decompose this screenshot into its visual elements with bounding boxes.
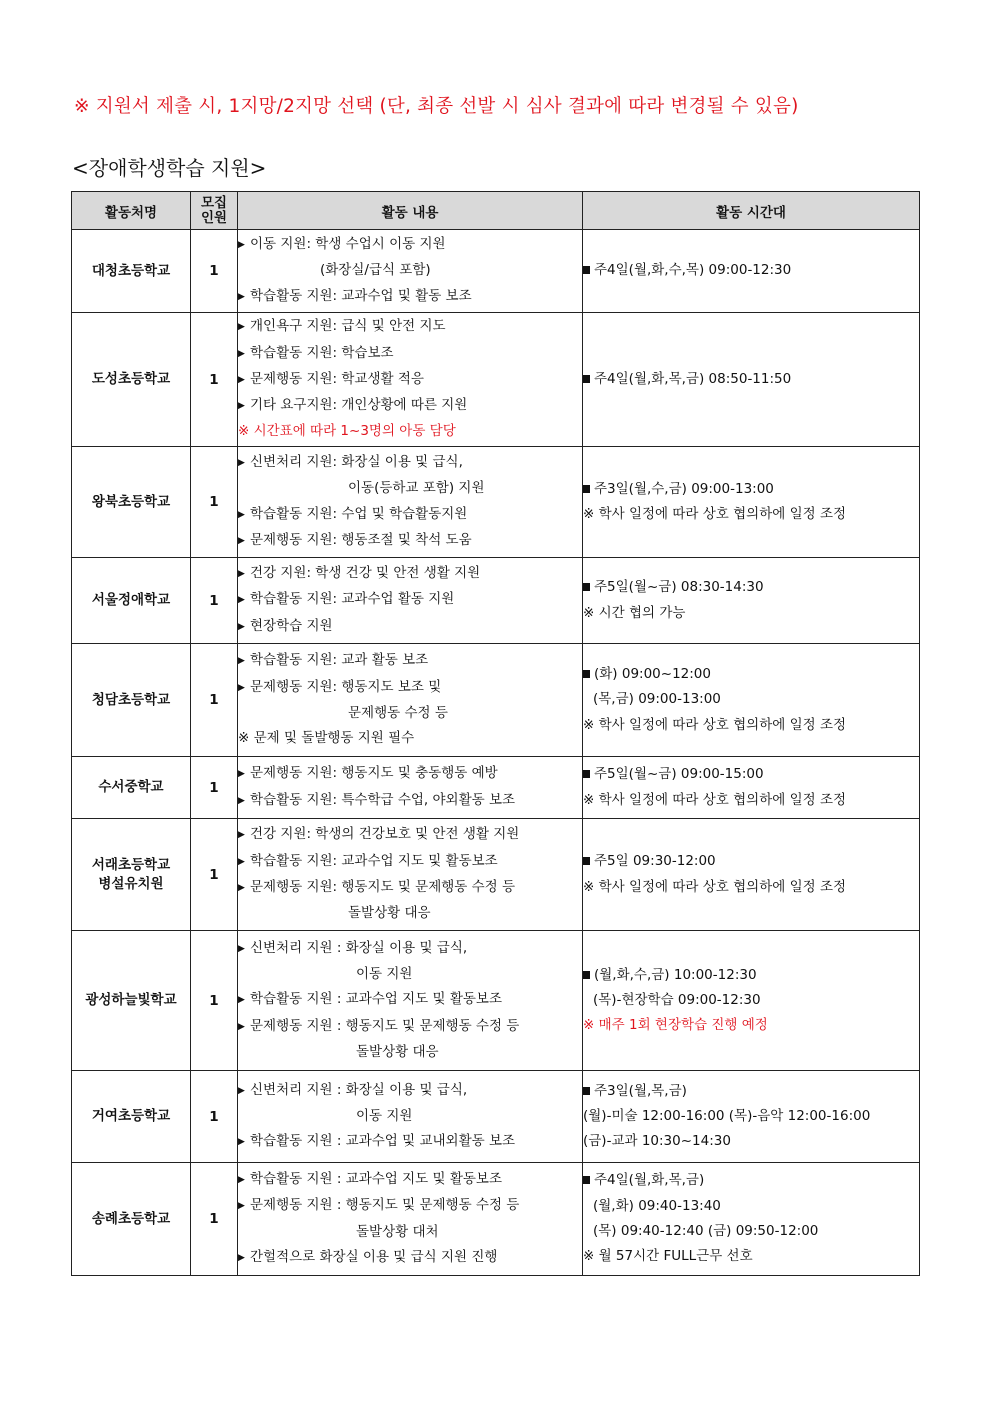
time-cell [583,1163,920,1276]
count-cell: 1 [191,230,238,313]
square-bullet-icon [583,1079,594,1104]
activity-text: 학습활동 지원 : 교과수업 지도 및 활동보조 [250,1170,502,1187]
time-text: (금)-교과 10:30~14:30 [583,1133,731,1150]
activity-text: 건강 지원: 학생 건강 및 안전 생활 지원 [250,565,481,582]
activity-line [238,788,582,814]
activity-text: 문제행동 지원: 행동지도 및 충동행동 예방 [250,765,498,782]
place-name: 청담초등학교 [91,691,171,708]
square-shape [583,857,590,865]
place-cell [72,230,191,313]
activity-text: 기타 요구지원: 개인상황에 따른 지원 [250,397,468,414]
time-text: ※ 학사 일정에 따라 상호 협의하에 일정 조정 [583,506,847,522]
activity-text: 학습활동 지원: 교과수업 활동 지원 [250,591,455,608]
time-cell [583,447,920,558]
time-line [583,575,919,600]
square-shape [583,266,590,274]
time-text: (월,화) 09:40-13:40 [593,1197,721,1214]
triangle-bullet-icon: ▶ [238,401,245,412]
section-title: <장애학생학습 지원> [72,156,267,180]
place-name: 왕북초등학교 [91,493,171,510]
time-text: ※ 학사 일정에 따라 상호 협의하에 일정 조정 [583,716,847,733]
place-name: 서래초등학교 [91,856,171,873]
square-bullet-icon [583,575,594,600]
activity-text: 학습활동 지원 : 교과수업 및 교내외활동 보조 [250,1133,516,1150]
header-time: 활동 시간대 [583,192,920,230]
activity-text: 문제행동 지원 : 행동지도 및 문제행동 수정 등 [250,1017,520,1034]
square-bullet-icon [583,477,594,502]
activity-text: 신변처리 지원 : 화장실 이용 및 급식, [250,1081,468,1098]
time-text: (화) 09:00~12:00 [594,666,711,683]
time-cell [583,819,920,931]
square-shape [583,583,590,591]
activity-line [238,284,582,310]
activity-line [238,476,582,501]
activity-text: 문제행동 지원: 행동지도 보조 및 [250,678,442,695]
time-line [583,1194,919,1219]
time-line [583,1129,919,1154]
activity-text: 개인욕구 지원: 급식 및 안전 지도 [250,318,446,335]
activity-line [238,502,582,528]
time-line [583,1219,919,1244]
activity-line [238,1245,582,1271]
activity-text: 신변처리 지원: 화장실 이용 및 급식, [250,453,463,470]
time-line [583,601,919,626]
time-line [583,477,919,502]
activity-text: 문제행동 지원: 학교생활 적응 [250,370,424,387]
table-row [72,819,920,931]
time-text: 주3일(월,목,금) [594,1082,687,1099]
activity-line [238,450,582,476]
activity-cell [238,757,583,819]
activity-cell [238,1163,583,1276]
time-text: 주3일(월,수,금) 09:00-13:00 [594,480,774,497]
activity-text: (화장실/급식 포함) [320,262,431,279]
square-bullet-icon [583,258,594,283]
time-text: (월,화,수,금) 10:00-12:30 [594,966,757,983]
place-cell [72,931,191,1071]
triangle-bullet-icon: ▶ [238,1174,245,1185]
activity-line [238,1220,582,1245]
activity-line [238,849,582,875]
activity-text: 학습활동 지원: 특수학급 수업, 야외활동 보조 [250,791,516,808]
header-count-line1: 모집 [200,194,228,211]
activity-table [71,191,920,1276]
activity-line [238,393,582,419]
time-text: 주4일(월,화,수,목) 09:00-12:30 [594,262,792,279]
time-line [583,1013,919,1038]
activity-line [238,561,582,587]
activity-text: 학습활동 지원: 교과수업 지도 및 활동보조 [250,852,498,869]
place-cell [72,1163,191,1276]
activity-cell [238,447,583,558]
table-row [72,447,920,558]
time-text: (월)-미술 12:00-16:00 (목)-음악 12:00-16:00 [583,1107,871,1124]
activity-text: 돌발상황 대응 [356,1043,439,1060]
place-name: 대청초등학교 [91,262,171,279]
triangle-bullet-icon: ▶ [238,830,245,841]
triangle-bullet-icon: ▶ [238,1021,245,1032]
time-cell [583,644,920,757]
triangle-bullet-icon: ▶ [238,682,245,693]
time-line [583,1244,919,1269]
triangle-bullet-icon: ▶ [238,348,245,359]
time-text: 주4일(월,화,목,금) 08:50-11:50 [594,370,792,387]
square-bullet-icon [583,662,594,687]
activity-text: 돌발상황 대처 [356,1223,439,1240]
place-cell [72,313,191,447]
square-shape [583,375,590,383]
time-text: 주4일(월,화,목,금) [594,1172,705,1189]
table-row [72,230,920,313]
header-count-line2: 인원 [200,209,228,226]
table-body [72,230,920,1276]
triangle-bullet-icon: ▶ [238,1085,245,1096]
activity-cell [238,644,583,757]
square-shape [583,485,590,493]
time-line [583,258,919,283]
activity-line [238,419,582,444]
triangle-bullet-icon: ▶ [238,769,245,780]
activity-line [238,962,582,987]
count-cell: 1 [191,313,238,447]
time-cell [583,313,920,447]
square-bullet-icon [583,849,594,874]
triangle-bullet-icon: ▶ [238,457,245,468]
activity-text: 간헐적으로 화장실 이용 및 급식 지원 진행 [250,1248,498,1265]
activity-line [238,1040,582,1065]
activity-line [238,875,582,901]
activity-text: 학습활동 지원: 교과수업 및 활동 보조 [250,287,472,304]
place-cell [72,757,191,819]
triangle-bullet-icon: ▶ [238,656,245,667]
activity-text: 신변처리 지원 : 화장실 이용 및 급식, [250,939,468,956]
triangle-bullet-icon: ▶ [238,374,245,385]
table-row [72,931,920,1071]
time-line [583,963,919,988]
time-line [583,875,919,900]
activity-line [238,822,582,848]
activity-cell [238,230,583,313]
activity-line [238,987,582,1013]
activity-text: 이동(등하교 포함) 지원 [348,480,485,497]
time-text: ※ 시간 협의 가능 [583,604,686,621]
header-count [191,192,238,230]
activity-cell [238,313,583,447]
time-line [583,788,919,813]
place-cell [72,1071,191,1163]
time-line [583,1104,919,1129]
time-text: 주5일(월~금) 09:00-15:00 [594,766,764,783]
activity-line [238,528,582,554]
activity-text: 문제행동 지원 : 행동지도 및 문제행동 수정 등 [250,1197,520,1214]
time-text: (목,금) 09:00-13:00 [593,691,721,708]
table-row [72,558,920,644]
time-line [583,1079,919,1104]
triangle-bullet-icon: ▶ [238,535,245,546]
activity-cell [238,558,583,644]
activity-line [238,648,582,674]
activity-line [238,701,582,726]
triangle-bullet-icon: ▶ [238,595,245,606]
triangle-bullet-icon: ▶ [238,883,245,893]
time-cell [583,558,920,644]
square-shape [583,1087,590,1095]
activity-cell [238,931,583,1071]
triangle-bullet-icon: ▶ [238,856,245,867]
activity-text: 이동 지원 [356,966,413,983]
activity-text: 학습활동 지원: 수업 및 학습활동지원 [250,505,468,522]
activity-text: ※ 시간표에 따라 1~3명의 아동 담당 [238,423,456,440]
time-text: ※ 월 57시간 FULL근무 선호 [583,1248,753,1265]
activity-text: 건강 지원: 학생의 건강보호 및 안전 생활 지원 [250,826,520,843]
square-shape [583,971,590,979]
triangle-bullet-icon: ▶ [238,509,245,520]
header-row [72,192,920,230]
triangle-bullet-icon: ▶ [238,943,245,954]
triangle-bullet-icon: ▶ [238,621,245,632]
time-line [583,762,919,787]
activity-line [238,258,582,283]
activity-line [238,936,582,962]
activity-line [238,314,582,340]
place-name: 거여초등학교 [91,1108,171,1124]
place-name: 광성하늘빛학교 [85,992,177,1008]
count-cell: 1 [191,1071,238,1163]
triangle-bullet-icon: ▶ [238,291,245,302]
activity-line [238,1167,582,1193]
activity-cell [238,1071,583,1163]
time-text: ※ 학사 일정에 따라 상호 협의하에 일정 조정 [583,791,847,808]
count-cell: 1 [191,1163,238,1276]
place-name: 서울정애학교 [91,592,171,608]
activity-line [238,675,582,701]
square-bullet-icon [583,1168,594,1193]
time-line [583,662,919,687]
time-text: 주5일 09:30-12:00 [594,853,716,870]
activity-text: 문제행동 지원: 행동지도 및 문제행동 수정 등 [250,879,516,895]
time-line [583,713,919,738]
notice-text: ※ 지원서 제출 시, 1지망/2지망 선택 (단, 최종 선발 시 심사 결과에 따라 변경될 수 있음) [74,96,799,117]
count-cell: 1 [191,447,238,558]
table-row [72,313,920,447]
activity-text: 이동 지원 [356,1107,413,1124]
activity-text: 현장학습 지원 [250,617,333,634]
time-text: (목) 09:40-12:40 (금) 09:50-12:00 [593,1223,819,1239]
square-bullet-icon [583,762,594,787]
triangle-bullet-icon: ▶ [238,240,245,251]
header-activity: 활동 내용 [238,192,583,230]
time-line [583,988,919,1013]
square-bullet-icon [583,963,594,988]
time-text: (목)-현장학습 09:00-12:30 [593,991,761,1008]
count-cell: 1 [191,931,238,1071]
time-text: ※ 매주 1회 현장학습 진행 예정 [583,1017,768,1034]
time-text: ※ 학사 일정에 따라 상호 협의하에 일정 조정 [583,878,847,895]
time-line [583,1168,919,1193]
place-name: 수서중학교 [98,779,164,795]
triangle-bullet-icon: ▶ [238,1201,245,1212]
triangle-bullet-icon: ▶ [238,795,245,806]
place-cell [72,447,191,558]
activity-line [238,901,582,926]
time-line [583,367,919,392]
place-cell [72,819,191,931]
time-cell [583,931,920,1071]
activity-line [238,587,582,613]
time-line [583,849,919,874]
table-row [72,1163,920,1276]
time-cell [583,230,920,313]
activity-text: 문제행동 수정 등 [348,705,448,721]
activity-line [238,341,582,367]
activity-line [238,1014,582,1040]
activity-text: 이동 지원: 학생 수업시 이동 지원 [250,236,446,253]
activity-line [238,367,582,393]
time-line [583,687,919,712]
place-name: 병설유치원 [98,875,164,892]
activity-line [238,614,582,640]
table-row [72,757,920,819]
square-shape [583,670,590,678]
activity-line [238,1104,582,1129]
triangle-bullet-icon: ▶ [238,995,245,1006]
place-name: 도성초등학교 [91,371,171,387]
activity-cell [238,819,583,931]
activity-line [238,1129,582,1155]
activity-text: ※ 문제 및 돌발행동 지원 필수 [238,730,415,747]
activity-line [238,1193,582,1219]
count-cell: 1 [191,644,238,757]
activity-line [238,1078,582,1104]
table-row [72,644,920,757]
table-row [72,1071,920,1163]
activity-text: 학습활동 지원: 학습보조 [250,344,394,361]
triangle-bullet-icon: ▶ [238,1137,245,1148]
count-cell: 1 [191,757,238,819]
time-line [583,502,919,527]
square-bullet-icon [583,367,594,392]
time-cell [583,1071,920,1163]
count-cell: 1 [191,819,238,931]
triangle-bullet-icon: ▶ [238,569,245,580]
activity-line [238,726,582,751]
place-cell [72,558,191,644]
time-text: 주5일(월~금) 08:30-14:30 [594,579,764,596]
time-cell [583,757,920,819]
activity-text: 학습활동 지원: 교과 활동 보조 [250,652,429,669]
activity-line [238,232,582,258]
activity-text: 돌발상황 대응 [348,905,431,922]
header-place: 활동처명 [72,192,191,230]
square-shape [583,1176,590,1184]
triangle-bullet-icon: ▶ [238,1252,245,1263]
activity-line [238,761,582,787]
activity-text: 문제행동 지원: 행동조절 및 착석 도움 [250,531,472,548]
place-cell [72,644,191,757]
square-shape [583,770,590,778]
activity-text: 학습활동 지원 : 교과수업 지도 및 활동보조 [250,991,502,1008]
count-cell: 1 [191,558,238,644]
place-name: 송례초등학교 [91,1210,171,1227]
triangle-bullet-icon: ▶ [238,322,245,333]
